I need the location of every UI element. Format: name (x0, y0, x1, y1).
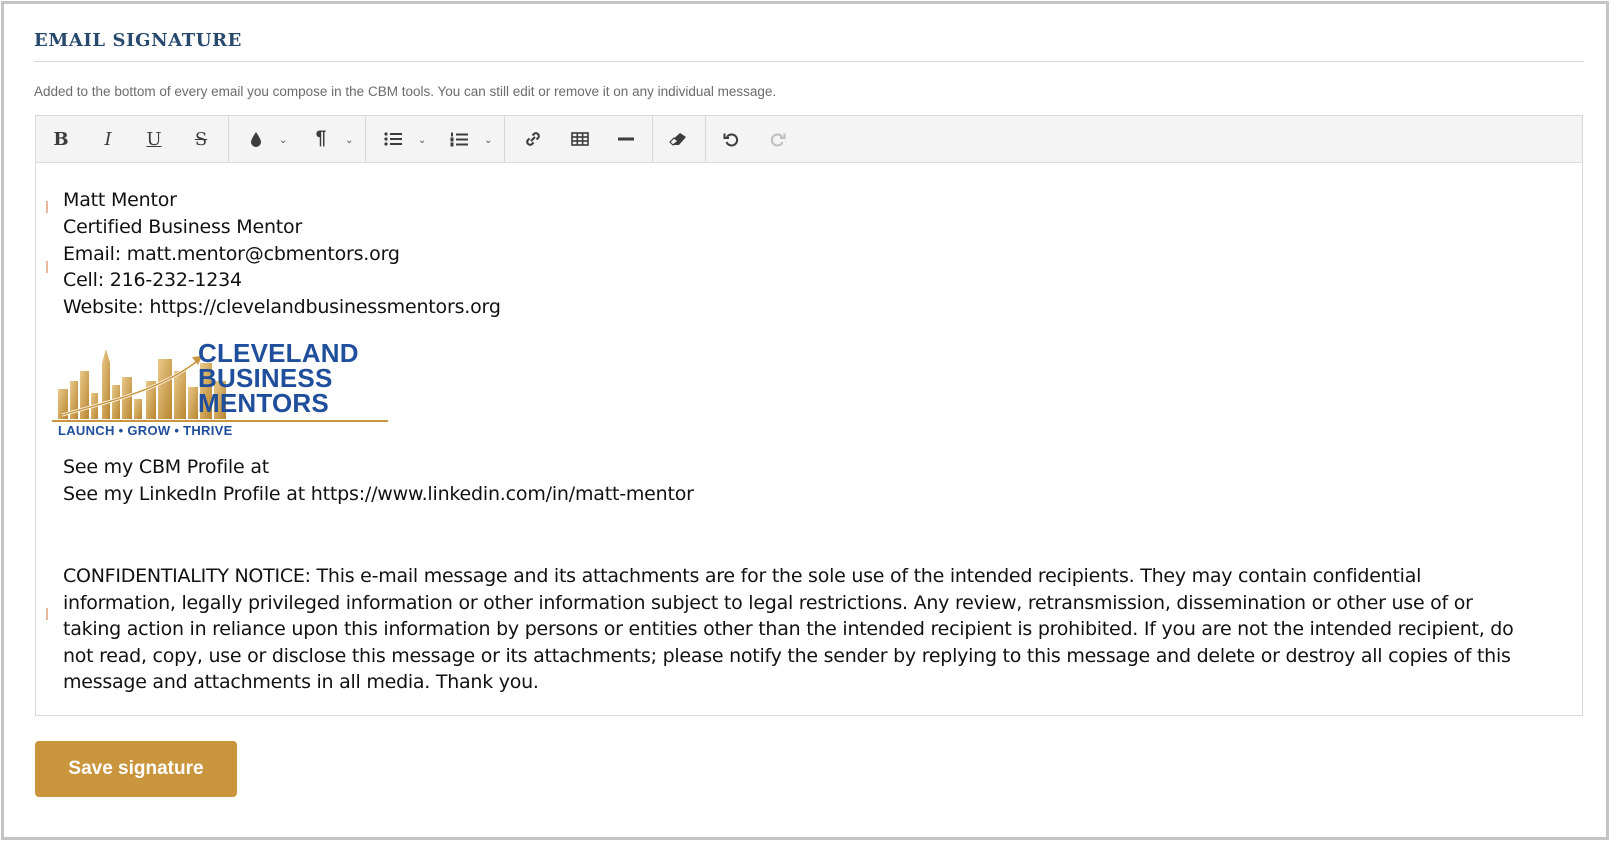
undo-icon (723, 131, 739, 147)
toolbar-separator (652, 116, 653, 162)
editor-content[interactable] (36, 163, 1582, 715)
toolbar-separator (705, 116, 706, 162)
bold-icon: B (53, 128, 69, 150)
email-signature-panel (1, 1, 1609, 840)
chevron-down-icon[interactable]: ⌄ (418, 135, 427, 146)
strikethrough-button[interactable] (188, 126, 214, 152)
horizontal-rule-button[interactable] (613, 126, 639, 152)
redo-button[interactable] (765, 126, 791, 152)
toolbar-separator (365, 116, 366, 162)
cbm-profile-line: See my CBM Profile at (63, 456, 270, 478)
italic-icon: I (104, 128, 112, 150)
title-divider (34, 61, 1584, 62)
underline-icon: U (146, 128, 162, 150)
edge-mark (46, 201, 48, 213)
toolbar-separator (228, 116, 229, 162)
chevron-down-icon[interactable]: ⌄ (279, 135, 288, 146)
cbm-logo (50, 338, 392, 439)
edge-mark (46, 261, 48, 273)
italic-button[interactable] (95, 126, 121, 152)
text-color-button[interactable] (243, 126, 269, 152)
text-color-icon (249, 131, 263, 147)
signature-editor (35, 115, 1583, 716)
eraser-icon (669, 132, 687, 146)
bullet-list-button[interactable] (380, 126, 406, 152)
helper-text: Added to the bottom of every email you compose in the CBM tools. You can still edit or remove it on any individual message. (34, 84, 777, 99)
edge-mark (46, 608, 48, 620)
table-button[interactable] (567, 126, 593, 152)
logo-line-1: CLEVELAND (198, 338, 359, 368)
numbered-list-button[interactable] (446, 126, 472, 152)
bullet-list-icon (384, 132, 402, 146)
chevron-down-icon[interactable]: ⌄ (484, 135, 493, 146)
signature-name: Matt Mentor (63, 189, 177, 211)
logo-wordmark (198, 338, 359, 418)
horizontal-rule-icon (618, 137, 634, 141)
chevron-down-icon[interactable]: ⌄ (345, 135, 354, 146)
signature-website: Website: https://clevelandbusinessmentors.org (63, 296, 501, 318)
editor-toolbar (36, 116, 1582, 163)
link-icon (524, 130, 542, 148)
save-signature-button[interactable]: Save signature (35, 741, 237, 797)
toolbar-separator (504, 116, 505, 162)
link-button[interactable] (520, 126, 546, 152)
bold-button[interactable] (48, 126, 74, 152)
strikethrough-icon: S (194, 128, 208, 150)
paragraph-button[interactable] (308, 126, 334, 152)
signature-role: Certified Business Mentor (63, 216, 303, 238)
clear-formatting-button[interactable] (665, 126, 691, 152)
paragraph-icon: ¶ (315, 128, 327, 149)
signature-email: Email: matt.mentor@cbmentors.org (63, 243, 400, 265)
underline-button[interactable] (141, 126, 167, 152)
undo-button[interactable] (718, 126, 744, 152)
linkedin-line: See my LinkedIn Profile at https://www.linkedin.com/in/matt-mentor (63, 483, 694, 505)
logo-line-2: BUSINESS (198, 363, 333, 393)
logo-line-3: MENTORS (198, 388, 329, 418)
signature-cell: Cell: 216-232-1234 (63, 269, 242, 291)
table-icon (571, 132, 589, 146)
confidentiality-notice: CONFIDENTIALITY NOTICE: This e-mail message and its attachments are for the sole use of the intended recipients. They may contain confidential information, legally privileged information or other information subject to legal restrictions. Any review, retransmission, dissemination or other use of or taking action in reliance upon this information by persons or entities other than the intended recipient is prohibited. If you are not the intended recipient, do not read, copy, use or disclose this message or its attachments; please notify the sender by replying to this message and delete or destroy all copies of this message and attachments in all media. Thank you. (63, 565, 1514, 694)
section-title: EMAIL SIGNATURE (34, 30, 242, 51)
numbered-list-icon (450, 132, 468, 147)
redo-icon (770, 131, 786, 147)
logo-tagline: LAUNCH • GROW • THRIVE (58, 423, 233, 438)
